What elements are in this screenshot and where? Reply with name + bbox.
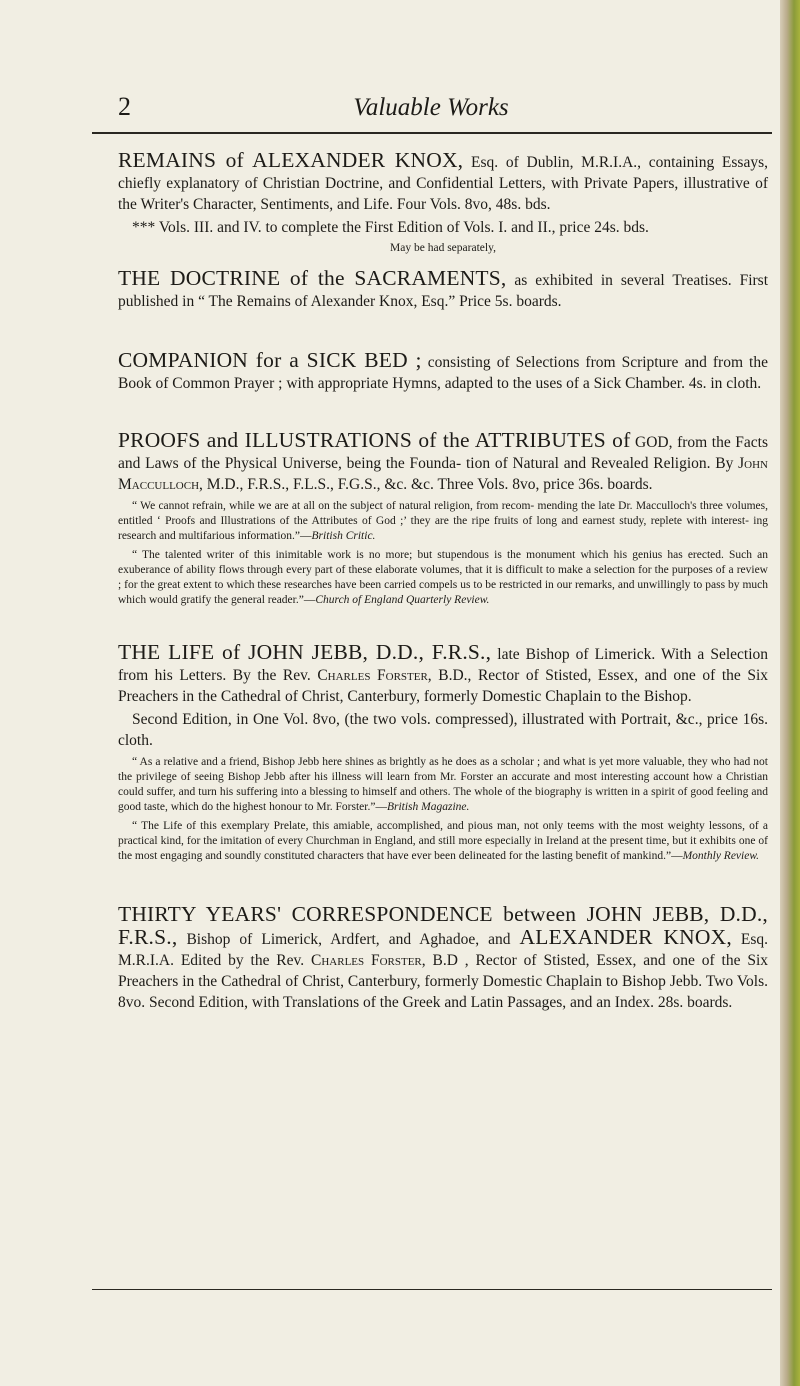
- entry-body-cont: B.D., Rector of Stisted, Essex, and one of the Six Preachers in the Cathedral of Christ, Canterbury, formerly Domestic Chaplain to the Bishop.: [118, 667, 769, 705]
- quote-source: British Magazine.: [386, 801, 470, 813]
- entry-body: Esq. of Dublin, M.R.I.A., containing Essays, chiefly explanatory of Christian Doctrine, and Confidential Letters, with Private Papers, illustrative of the Writer's Character, Sentiments, and Life. Four Vols. 8vo, 48s. bds.: [118, 154, 768, 213]
- review-quote: [118, 499, 768, 544]
- entry-title: COMPANION for a SICK BED ;: [118, 348, 422, 372]
- entry-life-of-jebb: [118, 642, 768, 864]
- review-quote: [118, 548, 768, 608]
- entry-author: John Macculloch,: [118, 455, 769, 493]
- entry-text: [118, 350, 768, 394]
- entry-title: THIRTY YEARS' CORRESPONDENCE between JOHN JEBB, D.D., F.R.S.,: [118, 902, 768, 949]
- entry-body: late Bishop of Limerick. With a Selection from his Letters. By the Rev.: [118, 646, 769, 684]
- entry-author: Charles Forster,: [311, 952, 426, 969]
- entry-body: consisting of Selections from Scripture and from the Book of Common Prayer ; with appropriate Hymns, adapted to the uses of a Sick Chamber. 4s. in cloth.: [118, 354, 768, 392]
- entry-title: THE LIFE of JOHN JEBB, D.D., F.R.S.,: [118, 640, 492, 664]
- entry-text: [118, 904, 768, 1013]
- quote-text: “ The Life of this exemplary Prelate, this amiable, accomplished, and pious man, not only teems with the most weighty lessons, of a practical kind, for the imitation of every Churchman in England, and still more especially in Ireland at the present time, but it exhibits one of the most engaging and soundly constituted characters that have ever been delineated for the lasting benefit of mankind.”—: [118, 820, 768, 862]
- entry-note-volumes: *** Vols. III. and IV. to complete the First Edition of Vols. I. and II., price 24s. bds.: [132, 219, 649, 236]
- entry-remains-knox: [118, 150, 768, 256]
- review-quote: [118, 755, 768, 815]
- entry-text: [118, 430, 768, 495]
- entry-author: Charles Forster,: [317, 667, 432, 684]
- page-header: [90, 78, 772, 128]
- header-rule: [92, 132, 772, 134]
- advertisement-list: [118, 150, 768, 1013]
- entry-edition-note: Second Edition, in One Vol. 8vo, (the two vols. compressed), illustrated with Portrait, &c., price 16s. cloth.: [118, 711, 768, 749]
- entry-title: THE DOCTRINE of the SACRAMENTS,: [118, 266, 507, 290]
- footer-rule: [92, 1289, 772, 1290]
- entry-text: [118, 642, 768, 707]
- entry-thirty-years-correspondence: [118, 904, 768, 1013]
- quote-source: Church of England Quarterly Review.: [315, 594, 490, 606]
- entry-body: as exhibited in several Treatises. First published in “ The Remains of Alexander Knox, Esq.” Price 5s. boards.: [118, 272, 768, 310]
- quote-source: British Critic.: [311, 530, 376, 542]
- entry-title: PROOFS and ILLUSTRATIONS of the ATTRIBUTES of: [118, 428, 631, 452]
- entry-doctrine-sacraments: [118, 268, 768, 312]
- entry-text: [118, 268, 768, 312]
- entry-title: REMAINS of ALEXANDER KNOX,: [118, 148, 464, 172]
- quote-text: “ As a relative and a friend, Bishop Jebb here shines as brightly as he does as a scholar ; and what is yet more valuable, they who had not the privilege of seeing Bishop Jebb after his illness will learn from Mr. Forster an accurate and most interesting account how a Christian could suffer, and turn his suffering into a blessing to himself and others. The whole of the biography is written in a spirit of good feeling and good taste, which do the highest honour to Mr. Forster.”—: [118, 756, 768, 813]
- entry-companion-sick-bed: [118, 350, 768, 394]
- entry-title-secondary: ALEXANDER KNOX,: [519, 925, 732, 949]
- running-title: Valuable Works: [353, 94, 509, 121]
- entry-proofs-illustrations: [118, 430, 768, 608]
- entry-body-cont: B.D , Rector of Stisted, Essex, and one of the Six Preachers in the Cathedral of Christ, Canterbury, formerly Domestic Chaplain to Bishop Jebb. Two Vols. 8vo. Second Edition, with Translations of the Greek and Latin Passages, and an Index. 28s. boards.: [118, 952, 768, 1011]
- entry-text: [118, 150, 768, 215]
- page-edge: [780, 0, 800, 1386]
- entry-body: GOD, from the Facts and Laws of the Physical Universe, being the Founda- tion of Natural and Revealed Religion. By: [118, 434, 768, 472]
- quote-text: “ The talented writer of this inimitable work is no more; but stupendous is the monument which his genius has erected. Such an exuberance of ability flows through every part of these elaborate volumes, that it is difficult to make a selection for the purposes of a review ; for the great extent to which these researches have been carried compels us to be restricted in our remarks, and unwillingly to pass by much which would gratify the general reader.”—: [118, 549, 768, 606]
- page-number: 2: [118, 92, 131, 121]
- entry-body: Bishop of Limerick, Ardfert, and Aghadoe, and: [186, 931, 511, 948]
- entry-body-cont: M.D., F.R.S., F.L.S., F.G.S., &c. &c. Three Vols. 8vo, price 36s. boards.: [206, 476, 653, 493]
- quote-text: “ We cannot refrain, while we are at all on the subject of natural religion, from recom- mending the late Dr. Macculloch's three volumes, entitled ‘ Proofs and Illustrations of the Attributes of God ;’ they are the ripe fruits of long and earnest study, replete with interest- ing research and multifarious information.”—: [118, 500, 768, 542]
- entry-body-mid: Esq. M.R.I.A. Edited by the Rev.: [118, 931, 769, 969]
- quote-source: Monthly Review.: [682, 850, 760, 862]
- entry-availability-note: May be had separately,: [390, 242, 496, 254]
- review-quote: [118, 819, 768, 864]
